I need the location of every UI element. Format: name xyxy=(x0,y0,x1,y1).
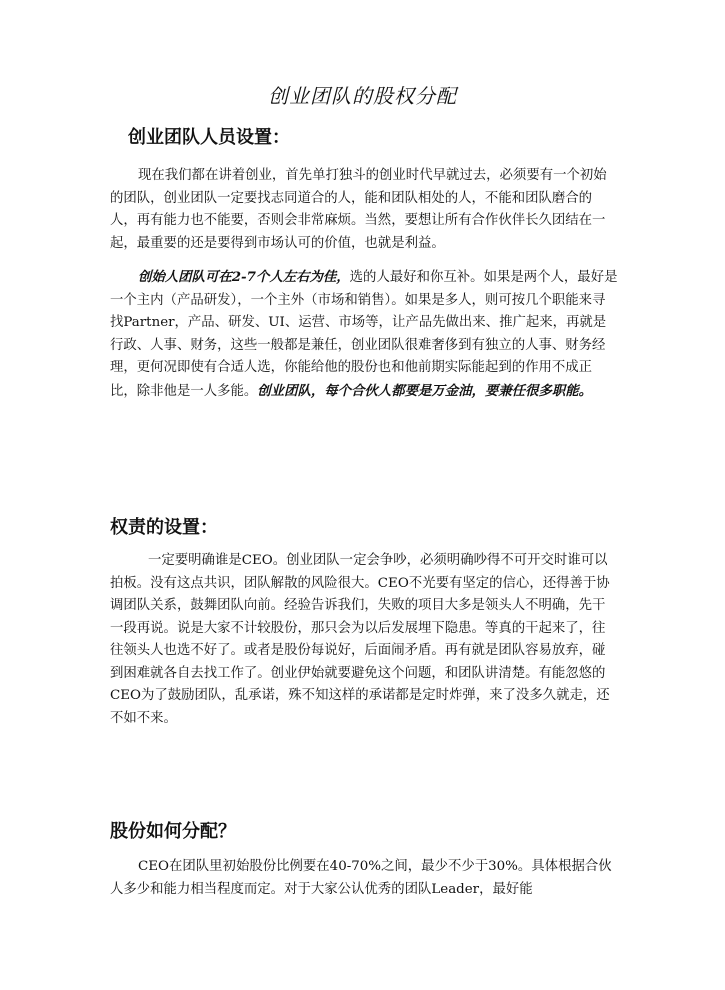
emphasis-founder-size: 创始人团队可在2-7个人左右为佳， xyxy=(138,269,350,285)
paragraph-text: 现在我们都在讲着创业，首先单打独斗的创业时代早就过去，必须要有一个初始的团队，创业团队一定要找志同道合的人，能和团队相处的人，不能和团队磨合的人，再有能力也不能要，否则会非常麻烦。当然，要想让所有合作伙伴长久团结在一起，最重要的还是要得到市场认可的价值，也就是利益。 xyxy=(110,168,607,251)
paragraph-text: CEO在团队里初始股份比例要在40-70%之间，最少不少于30%。具体根据合伙人多少和能力相当程度而定。对于大家公认优秀的团队Leader，最好能 xyxy=(110,859,612,897)
paragraph-text: 选的人最好和你互补。如果是两个人，最好是一个主内（产品研发），一个主外（市场和销售）。如果是多人，则可按几个职能来寻找Partner，产品、研发、UI、运营、市场等，让产品先做出来、推广起来，再就是行政、人事、财务，这些一般都是兼任，创业团队很难奢侈到有独立的人事、财务经理，更何况即使有合适人选，你能给他的股份也和他前期实际能起到的作用不成正比，除非他是一人多能。 xyxy=(110,270,618,399)
section-heading-team-setup: 创业团队人员设置： xyxy=(128,127,290,148)
document-title: 创业团队的股权分配 xyxy=(268,84,457,108)
emphasis-all-rounder: 创业团队，每个合伙人都要是万金油，要兼任很多职能。 xyxy=(257,382,593,399)
section-heading-equity-split: 股份如何分配？ xyxy=(110,821,236,842)
section-heading-responsibilities: 权责的设置： xyxy=(110,517,218,538)
paragraph-text: 一定要明确谁是CEO。创业团队一定会争吵，必须明确吵得不可开交时谁可以拍板。没有这点共识，团队解散的风险很大。CEO不光要有坚定的信心，还得善于协调团队关系，鼓舞团队向前。经验告诉我们，失败的项目大多是领头人不明确，先干一段再说。说是大家不计较股份，那只会为以后发展埋下隐患。等真的干起来了，往往领头人也选不好了。或者是股份每说好，后面闹矛盾。再有就是团队容易放弃，碰到困难就各自去找工作了。创业伊始就要避免这个问题，和团队讲清楚。有能忽悠的CEO为了鼓励团队，乱承诺，殊不知这样的承诺都是定时炸弹，来了没多久就走，还不如不来。 xyxy=(110,553,610,726)
paragraph-body xyxy=(110,266,618,403)
paragraph-team-intro xyxy=(110,165,618,255)
paragraph-ceo-equity xyxy=(110,856,618,901)
paragraph-ceo-role xyxy=(110,550,618,730)
paragraph-team-size xyxy=(110,266,618,403)
